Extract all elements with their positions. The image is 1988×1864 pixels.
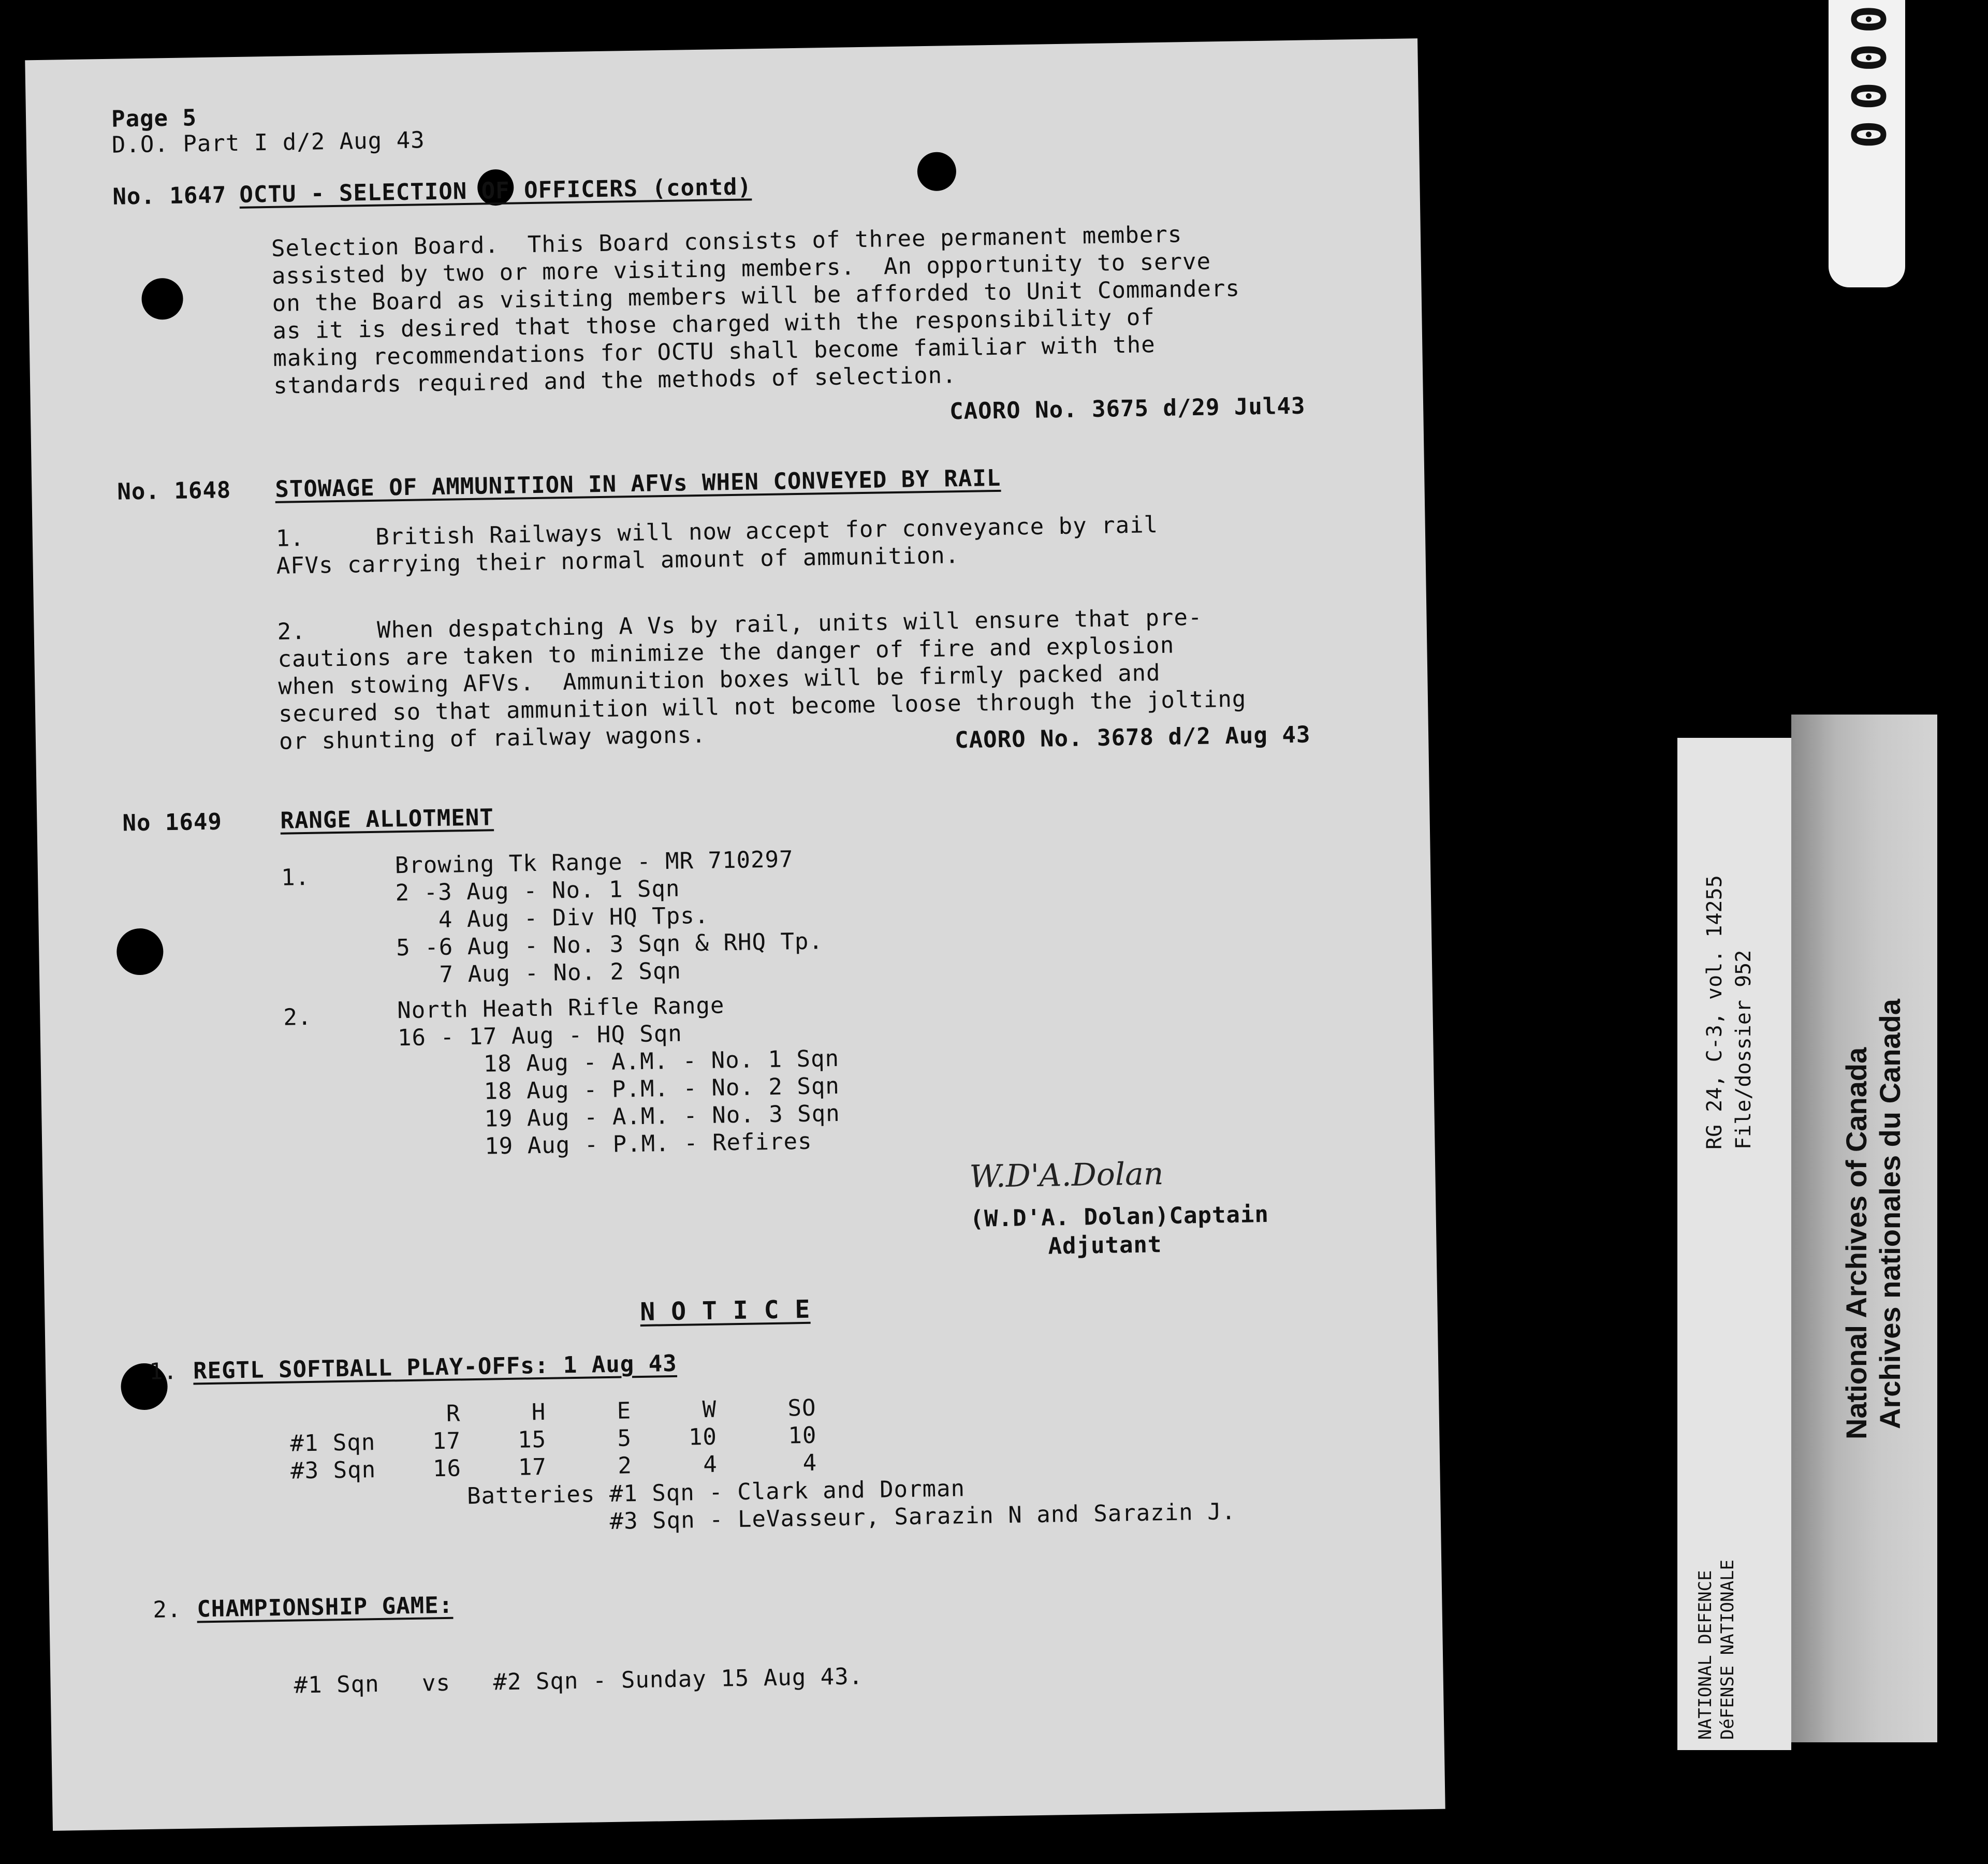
notice-number: 1. (149, 1358, 178, 1385)
item-number: No. 1648 (117, 477, 231, 505)
department-label: NATIONAL DEFENCE (1695, 1570, 1716, 1740)
range-number: 1. (281, 864, 310, 891)
signatory-name: (W.D'A. Dolan)Captain (970, 1201, 1269, 1232)
item-number: No. 1647 (112, 182, 227, 210)
item-paragraph: 2. When despatching A Vs by rail, units will ensure that pre- cautions are taken to minimize the danger of fire and explosion when stowing AFVs. Ammunition boxes will be firmly packed and secured so that ammunition will not become loose through the jolting or shunting of railway wagons. (277, 604, 1247, 755)
softball-table: R H E W SO #1 Sqn 17 15 5 10 10 #3 Sqn 16 17 2 4 4 (289, 1394, 817, 1484)
document-page (25, 38, 1445, 1831)
page-number: Page 5 (111, 105, 197, 133)
signatory-role: Adjutant (1048, 1231, 1162, 1260)
item-title: OCTU - SELECTION OF OFFICERS (contd) (239, 173, 752, 208)
item-body: Selection Board. This Board consists of three permanent members assisted by two or more visiting members. An opportunity to serve on the Board as visiting members will be afforded to Unit Commanders as it is desired that those charged with the responsibility of making recommendations for OCTU shall become familiar with the standards required and the methods of selection. (271, 221, 1240, 399)
range-schedule: Browing Tk Range - MR 710297 2 -3 Aug - No. 1 Sqn 4 Aug - Div HQ Tps. 5 -6 Aug - No. 3 Sqn & RHQ Tp. 7 Aug - No. 2 Sqn (394, 846, 824, 989)
archive-tag-code: 0000 (1840, 5, 1895, 159)
header-reference: D.O. Part I d/2 Aug 43 (111, 127, 426, 158)
department-label: DéFENSE NATIONALE (1717, 1560, 1738, 1740)
notice-number: 2. (152, 1596, 182, 1623)
item-title: RANGE ALLOTMENT (280, 804, 494, 834)
handwritten-signature: W.D'A.Dolan (969, 1156, 1164, 1195)
batteries: Batteries #1 Sqn - Clark and Dorman #3 Sqn - LeVasseur, Sarazin N and Sarazin J. (466, 1475, 1236, 1537)
archive-reference-line: RG 24, C-3, vol. 14255 (1703, 875, 1727, 1149)
notice-heading: REGTL SOFTBALL PLAY-OFFs: 1 Aug 43 (193, 1350, 678, 1385)
archive-reference-line: File/dossier 952 (1732, 950, 1756, 1149)
archives-name-fr: Archives nationales du Canada (1874, 999, 1906, 1429)
item-title: STOWAGE OF AMMUNITION IN AFVs WHEN CONVEYED BY RAIL (274, 464, 1001, 503)
item-number: No 1649 (122, 808, 223, 837)
notice-heading: CHAMPIONSHIP GAME: (196, 1592, 454, 1623)
item-reference: CAORO No. 3675 d/29 Jul43 (949, 392, 1306, 425)
punch-hole (141, 278, 183, 320)
punch-hole (116, 928, 164, 975)
item-reference: CAORO No. 3678 d/2 Aug 43 (954, 721, 1311, 754)
range-number: 2. (283, 1003, 312, 1031)
notice-title: N O T I C E (639, 1294, 811, 1327)
range-schedule: North Heath Rifle Range 16 - 17 Aug - HQ Sqn 18 Aug - A.M. - No. 1 Sqn 18 Aug - P.M. - No. 2 Sqn 19 Aug - A.M. - No. 3 Sqn 19 Aug - P.M. - Refires (397, 992, 841, 1161)
item-paragraph: 1. British Railways will now accept for conveyance by rail AFVs carrying their normal amount of ammunition. (275, 512, 1159, 579)
archives-name-en: National Archives of Canada (1840, 1047, 1873, 1439)
championship-game: #1 Sqn vs #2 Sqn - Sunday 15 Aug 43. (294, 1663, 864, 1699)
punch-hole (917, 152, 956, 191)
